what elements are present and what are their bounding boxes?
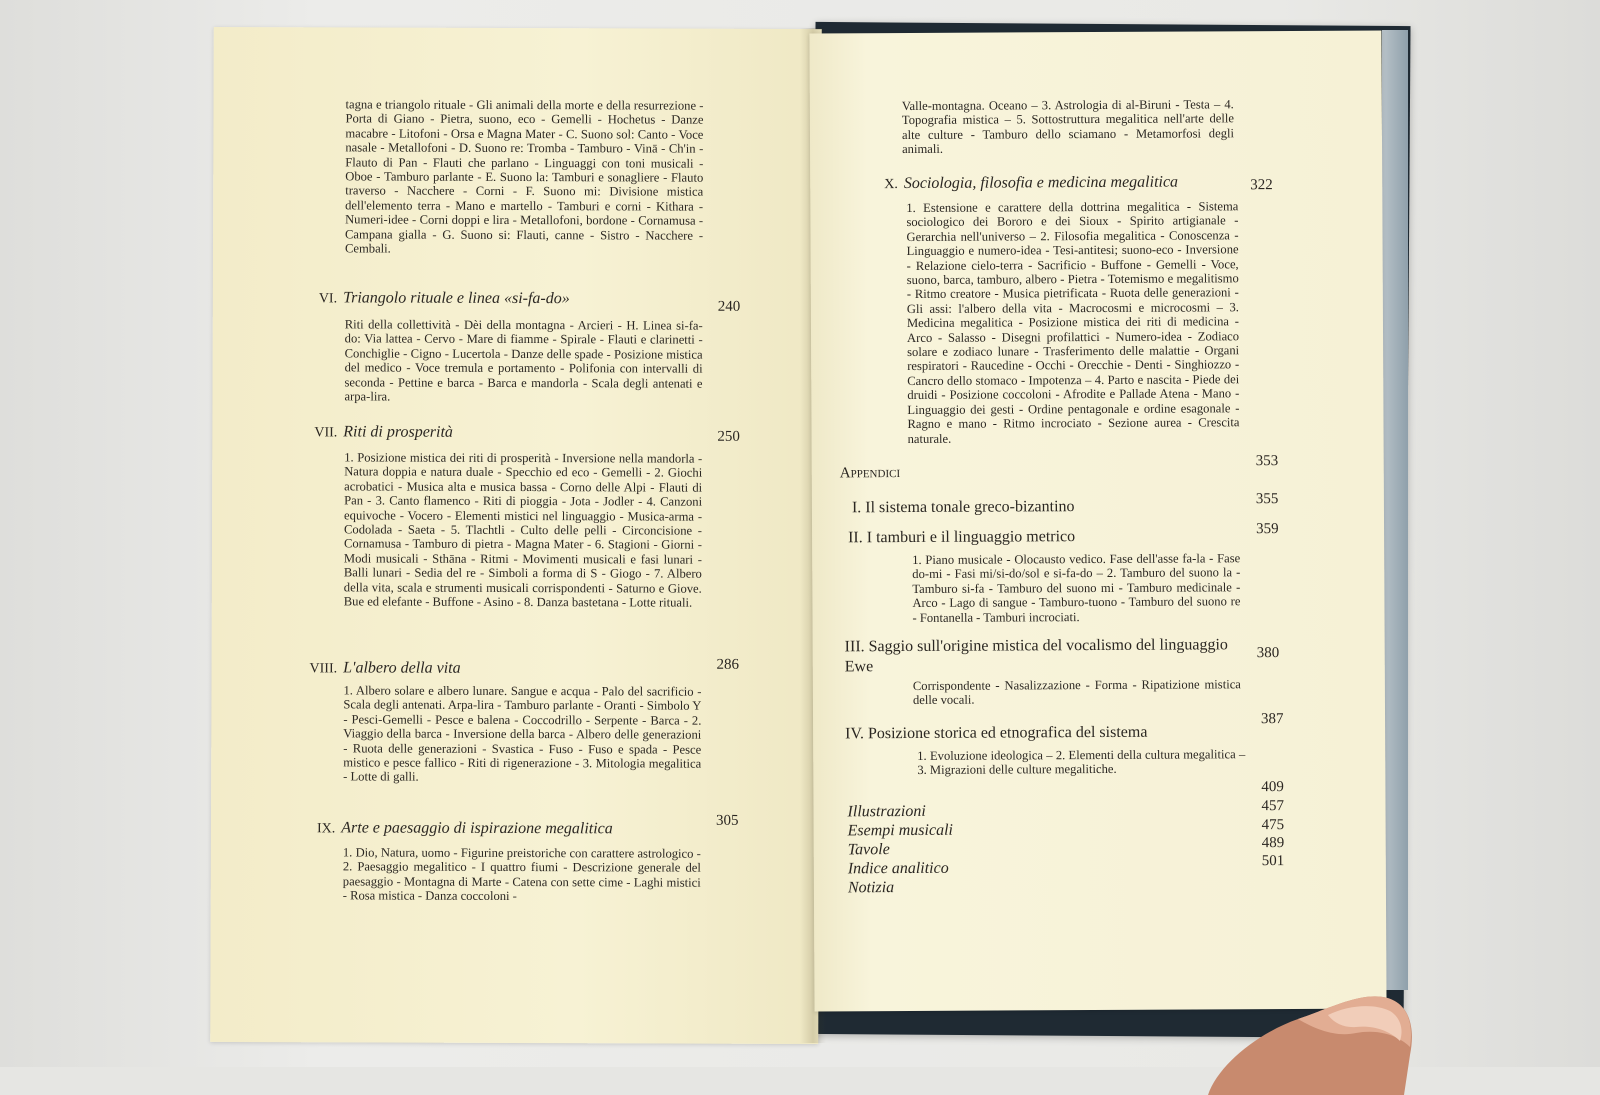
- appendici-heading: Appendici: [839, 465, 901, 482]
- appendix-page-number: 355: [1255, 491, 1279, 508]
- left-page: [210, 27, 822, 1044]
- chapter-numeral: VII.: [314, 425, 338, 441]
- chapter-heading-viii: [310, 659, 461, 678]
- back-matter-indice-analitico: Indice analitico: [847, 859, 949, 878]
- thumb-holding-page: [1178, 955, 1418, 1095]
- chapter-ix-text: 1. Dio, Natura, uomo - Figurine preistoriche con carattere astrologico - 2. Paesaggio megalitico - I quattro fiumi - Descrizione generale del paesaggio - Montagna di Marte - Catena con sette cime - Laghi mistici - Rosa mistica - Danza coccoloni -: [342, 845, 701, 904]
- left-intro-text: tagna e triangolo rituale - Gli animali della morte e della resurrezione - Porta di Giano - Pietra, suono, eco - Gemelli - Hochetus - Danze macabre - Litofoni - Orsa e Magna Mater - C. Suono sol: Canto - Voce nasale - Metallofoni - D. Suono re: Tromba - Tamburo - Vinā - Ch'in - Flauto di Pan - Flauti che parlano - Linguaggi con toni musicali - Oboe - Tamburo parlante - E. Suono la: Tamburi e sonagliere - Flauto traverso - Nacchere - Corni - F. Suono mi: Divisione mistica dell'elemento terra - Mano e martello - Tamburi e corni - Kithara - Numeri-idee - Corni doppi e lira - Metallofoni, bordone - Cornamusa - Campana gialla - G. Suono si: Flauti, canne - Sistro - Nacchere - Cembali.: [344, 97, 704, 256]
- chapter-title: L'albero della vita: [343, 659, 461, 677]
- appendix-heading-iv: [845, 724, 1147, 744]
- chapter-heading-vi: [319, 289, 570, 308]
- appendix-iv-block: [917, 747, 1245, 778]
- chapter-numeral: X.: [884, 177, 898, 193]
- appendix-iii-block: [913, 677, 1241, 708]
- chapter-page-number: 322: [1250, 177, 1273, 194]
- appendix-numeral: IV.: [845, 725, 864, 743]
- book-cover-edge: [1382, 30, 1408, 990]
- appendix-title: Saggio sull'origine mistica del vocalismo del linguaggio Ewe: [844, 636, 1228, 676]
- chapter-vii-text: 1. Posizione mistica dei riti di prosperità - Inversione nella mandorla - Natura doppia e natura duale - Specchio ed eco - Gemelli - 2. Giochi acrobatici - Musica alta e musica bassa - Corno delle Alpi - Flauti di Pan - 3. Canto flamenco - Riti di pioggia - Jota - Jodler - 4. Canzoni equivoche - Vocero - Elementi mistici nel linguaggio - Musica-arma - Codolada - Saeta - 5. Tlachtli - Culto delle pelli - Circoncisione - Cornamusa - Tamburo di pietra - Magna Mater - 6. Stagioni - Giorni - Modi musicali - Sthāna - Ritmi - Movimenti musicali e fasi lunari - Balli lunari - Sedia del re - Simboli a forma di S - Giogo - 7. Albero della vita, scala e strumenti musicali corrispondenti - Saturno e Giove. Bue ed elefante - Buffone - Asino - 8. Danza bastetana - Lotte rituali.: [343, 450, 703, 610]
- appendix-iii-text: Corrispondente - Nasalizzazione - Forma - Ripatizione mistica delle vocali.: [912, 677, 1241, 708]
- chapter-page-number: 250: [717, 428, 740, 445]
- appendix-ii-block: [912, 551, 1240, 625]
- chapter-heading-x: [884, 174, 1178, 194]
- appendix-numeral: I.: [851, 499, 862, 517]
- back-matter-notizia: Notizia: [847, 879, 895, 897]
- chapter-page-number: 286: [716, 656, 740, 673]
- back-matter-page-457: 457: [1261, 798, 1285, 815]
- right-intro-block: [902, 97, 1234, 156]
- appendix-numeral: II.: [848, 529, 863, 547]
- chapter-x-text: 1. Estensione e carattere della dottrina megalitica - Sistema sociologico dei Bororo e dei Sioux - Spirito artigianale - Gerarchia nell'universo – 2. Filosofia megalitica - Conoscenza - Linguaggio e numero-idea - Tesi-antitesi; suono-eco - Inversione - Relazione cielo-terra - Sacrificio - Buffone - Gemelli - Voce, suono, barca, tamburo, albero - Pietra - Totemismo e megalitismo - Ritmo creatore - Musica pietrificata - Ruota delle generazioni - Gli assi: l'albero della vita - Macrocosmi e microcosmi – 3. Medicina megalitica - Posizione mistica dei riti di medicina - Arco - Salasso - Disegni profilattici - Numero-idea - Zodiaco solare e zodiaco lunare - Trasferimento delle malattie - Organi respiratori - Raucedine - Occhi - Orecchie - Denti - Singhiozzo - Cancro dello stomaco - Impotenza – 4. Parto e nascita - Piede dei druidi - Posizione coccoloni - Afrodite e Pallade Atena - Mano - Linguaggio dei gesti - Ordine pentagonale e ordine esagonale - Ragno e mano - Ritmo incrociato - Sezione aurea - Crescita naturale.: [906, 199, 1240, 446]
- back-matter-page-475: 475: [1261, 817, 1285, 834]
- chapter-viii-block: [343, 683, 701, 785]
- appendix-numeral: III.: [844, 638, 865, 656]
- chapter-vi-block: [344, 317, 702, 405]
- chapter-vii-block: [344, 450, 703, 610]
- back-matter-page-501: 501: [1261, 853, 1285, 870]
- appendix-heading-iii: [845, 635, 1245, 677]
- chapter-title: Arte e paesaggio di ispirazione megalitica: [341, 819, 613, 838]
- chapter-x-block: [906, 199, 1239, 446]
- chapter-numeral: VI.: [318, 291, 338, 307]
- chapter-numeral: IX.: [316, 821, 336, 837]
- back-matter-esempi-musicali: Esempi musicali: [847, 821, 953, 840]
- appendix-page-number: 387: [1260, 711, 1284, 728]
- appendix-title: Posizione storica ed etnografica del sistema: [867, 723, 1148, 743]
- chapter-title: Riti di prosperità: [343, 423, 453, 441]
- chapter-title: Sociologia, filosofia e medicina megalitica: [903, 173, 1179, 193]
- appendix-heading-i: [852, 498, 1075, 517]
- chapter-vi-text: Riti della collettività - Dèi della montagna - Arcieri - H. Linea si-fa-do: Via lattea - Cervo - Mare di fiamme - Spirale - Flauti e clarinetti - Conchiglie - Cigno - Lucertola - Danze delle spade - Posizione mistica del medico - Voce tremula e portamento - Polifonia con intervalli di seconda - Pettine e barca - Barca e mandorla - Scala degli antenati e arpa-lira.: [344, 317, 703, 404]
- left-intro-block: [345, 97, 704, 257]
- back-matter-page-409: 409: [1261, 779, 1284, 796]
- chapter-page-number: 305: [715, 812, 739, 829]
- chapter-ix-block: [343, 845, 701, 904]
- chapter-page-number: 240: [717, 298, 741, 315]
- chapter-viii-text: 1. Albero solare e albero lunare. Sangue e acqua - Palo del sacrificio - Scala degli antenati. Arpa-lira - Tamburo parlante - Oranti - Simbolo Y - Pesci-Gemelli - Pesce e balena - Coccodrillo - Serpente - Barca - 2. Viaggio della barca - Inversione della barca - Albero delle generazioni - Ruota delle generazioni - Svastica - Fuso - Fuso e spada - Pesce mistico e pesce fallico - Riti di rigenerazione - 3. Mitologia megalitica - Lotte di galli.: [343, 683, 702, 785]
- appendix-page-number: 359: [1256, 521, 1279, 538]
- chapter-heading-vii: [314, 423, 453, 441]
- back-matter-page-489: 489: [1261, 835, 1285, 852]
- appendix-page-number: 380: [1256, 645, 1280, 662]
- appendici-page-number: 353: [1255, 453, 1279, 470]
- right-intro-text: Valle-montagna. Oceano – 3. Astrologia di al-Biruni - Testa – 4. Topografia mistica – 5. Sottostruttura megalitica nell'arte delle alte culture - Tamburo dello sciamano - Metamorfosi degli animali.: [901, 97, 1235, 157]
- chapter-heading-ix: [317, 819, 613, 838]
- back-matter-illustrazioni: Illustrazioni: [847, 802, 926, 821]
- appendix-iv-text: 1. Evoluzione ideologica – 2. Elementi della cultura megalitica – 3. Migrazioni delle culture megalitiche.: [917, 747, 1246, 778]
- chapter-title: Triangolo rituale e linea «si-fa-do»: [343, 289, 570, 308]
- appendix-heading-ii: [848, 528, 1075, 547]
- appendix-title: I tamburi e il linguaggio metrico: [866, 528, 1076, 547]
- back-matter-tavole: Tavole: [847, 841, 890, 859]
- right-page: [809, 31, 1386, 1012]
- appendix-ii-text: 1. Piano musicale - Olocausto vedico. Fase dell'asse fa-la - Fase do-mi - Fasi mi/si-do/sol e si-fa-do – 2. Tamburo del suono la - Tamburo si-fa - Tamburo del suono mi - Tamburo medicinale - Arco - Lago di sangue - Tamburo-tuono - Tamburo del suono re - Fontanella - Tamburi incrociati.: [912, 551, 1241, 625]
- appendix-title: Il sistema tonale greco-bizantino: [865, 498, 1075, 517]
- chapter-numeral: VIII.: [309, 661, 338, 677]
